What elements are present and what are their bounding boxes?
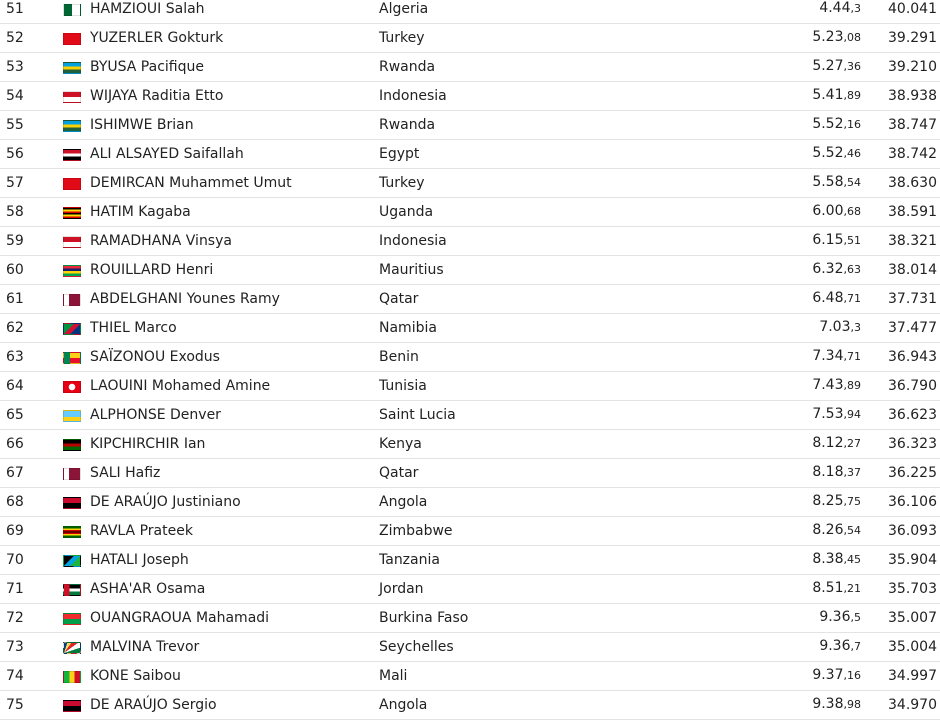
time-thousandths: ,16 [843, 118, 861, 131]
time-cell [819, 319, 861, 336]
points-cell: 34.997 [888, 668, 937, 684]
time-thousandths: ,45 [843, 553, 861, 566]
time-seconds: 6.15 [812, 232, 844, 248]
points-cell: 35.007 [888, 610, 937, 626]
country-cell: Namibia [379, 320, 437, 336]
table-row [0, 372, 940, 401]
athlete-name-link[interactable]: YUZERLER Gokturk [90, 30, 224, 46]
time-thousandths: ,7 [850, 640, 861, 653]
rank-cell: 53 [6, 59, 24, 75]
rank-cell: 70 [6, 552, 24, 568]
rank-cell: 51 [6, 1, 24, 17]
time-cell [812, 290, 861, 307]
country-cell: Rwanda [379, 59, 436, 75]
table-row [0, 314, 940, 343]
table-row [0, 256, 940, 285]
athlete-name-link[interactable]: ALPHONSE Denver [90, 407, 221, 423]
rank-cell: 75 [6, 697, 24, 713]
indonesia-flag-icon [63, 91, 81, 103]
time-cell [812, 145, 861, 162]
jordan-flag-icon [63, 584, 81, 596]
burkina-faso-flag-icon [63, 613, 81, 625]
time-cell [812, 203, 861, 220]
athlete-name-link[interactable]: HATIM Kagaba [90, 204, 191, 220]
athlete-name-link[interactable]: WIJAYA Raditia Etto [90, 88, 224, 104]
rank-cell: 64 [6, 378, 24, 394]
country-cell: Tanzania [379, 552, 440, 568]
athlete-name-link[interactable]: KIPCHIRCHIR Ian [90, 436, 206, 452]
time-cell [812, 348, 861, 365]
points-cell: 36.093 [888, 523, 937, 539]
table-row [0, 517, 940, 546]
qatar-flag-icon [63, 468, 81, 480]
time-cell [812, 522, 861, 539]
time-seconds: 8.26 [812, 522, 844, 538]
athlete-name-link[interactable]: ABDELGHANI Younes Ramy [90, 291, 280, 307]
time-seconds: 6.32 [812, 261, 844, 277]
country-cell: Tunisia [379, 378, 427, 394]
time-thousandths: ,3 [850, 321, 861, 334]
points-cell: 36.225 [888, 465, 937, 481]
points-cell: 40.041 [888, 1, 937, 17]
time-thousandths: ,36 [843, 60, 861, 73]
time-seconds: 5.41 [812, 87, 844, 103]
time-cell [812, 174, 861, 191]
athlete-name-link[interactable]: ROUILLARD Henri [90, 262, 214, 278]
points-cell: 38.321 [888, 233, 937, 249]
angola-flag-icon [63, 700, 81, 712]
indonesia-flag-icon [63, 236, 81, 248]
points-cell: 35.703 [888, 581, 937, 597]
time-thousandths: ,54 [843, 176, 861, 189]
points-cell: 37.731 [888, 291, 937, 307]
points-cell: 38.630 [888, 175, 937, 191]
athlete-name-link[interactable]: DE ARAÚJO Justiniano [90, 494, 241, 510]
athlete-name-link[interactable]: ASHA'AR Osama [90, 581, 206, 597]
seychelles-flag-icon [63, 642, 81, 654]
country-cell: Saint Lucia [379, 407, 456, 423]
points-cell: 39.210 [888, 59, 937, 75]
time-thousandths: ,21 [843, 582, 861, 595]
table-row [0, 111, 940, 140]
athlete-name-link[interactable]: ISHIMWE Brian [90, 117, 194, 133]
rank-cell: 56 [6, 146, 24, 162]
time-seconds: 9.37 [812, 667, 844, 683]
time-cell [812, 261, 861, 278]
table-row [0, 488, 940, 517]
points-cell: 39.291 [888, 30, 937, 46]
rank-cell: 61 [6, 291, 24, 307]
points-cell: 36.943 [888, 349, 937, 365]
points-cell: 38.742 [888, 146, 937, 162]
time-seconds: 6.48 [812, 290, 844, 306]
time-seconds: 9.36 [819, 609, 851, 625]
points-cell: 38.591 [888, 204, 937, 220]
mali-flag-icon [63, 671, 81, 683]
time-cell [812, 696, 861, 713]
time-seconds: 5.52 [812, 116, 844, 132]
athlete-name-link[interactable]: BYUSA Pacifique [90, 59, 204, 75]
time-cell [812, 377, 861, 394]
table-row [0, 662, 940, 691]
egypt-flag-icon [63, 149, 81, 161]
country-cell: Zimbabwe [379, 523, 453, 539]
rank-cell: 59 [6, 233, 24, 249]
country-cell: Seychelles [379, 639, 454, 655]
table-row [0, 169, 940, 198]
time-seconds: 7.53 [812, 406, 844, 422]
time-seconds: 9.38 [812, 696, 844, 712]
time-seconds: 8.18 [812, 464, 844, 480]
time-seconds: 5.27 [812, 58, 844, 74]
table-row [0, 343, 940, 372]
time-cell [812, 551, 861, 568]
time-cell [819, 0, 861, 17]
time-thousandths: ,3 [850, 2, 861, 15]
points-cell: 36.623 [888, 407, 937, 423]
time-seconds: 9.36 [819, 638, 851, 654]
qatar-flag-icon [63, 294, 81, 306]
table-row [0, 430, 940, 459]
country-cell: Jordan [379, 581, 424, 597]
rank-cell: 67 [6, 465, 24, 481]
time-thousandths: ,89 [843, 89, 861, 102]
time-cell [812, 493, 861, 510]
country-cell: Turkey [379, 175, 425, 191]
athlete-name-link[interactable]: SALI Hafiz [90, 465, 161, 481]
algeria-flag-icon [63, 4, 81, 16]
time-thousandths: ,08 [843, 31, 861, 44]
time-thousandths: ,98 [843, 698, 861, 711]
time-seconds: 8.38 [812, 551, 844, 567]
athlete-name-link[interactable]: HATALI Joseph [90, 552, 189, 568]
rank-cell: 69 [6, 523, 24, 539]
time-cell [812, 580, 861, 597]
athlete-name-link[interactable]: HAMZIOUI Salah [90, 1, 205, 17]
time-cell [812, 87, 861, 104]
rank-cell: 72 [6, 610, 24, 626]
table-row [0, 53, 940, 82]
rank-cell: 73 [6, 639, 24, 655]
country-cell: Kenya [379, 436, 422, 452]
time-cell [812, 116, 861, 133]
rank-cell: 57 [6, 175, 24, 191]
time-seconds: 8.12 [812, 435, 844, 451]
time-cell [819, 638, 861, 655]
points-cell: 36.106 [888, 494, 937, 510]
table-row [0, 604, 940, 633]
rank-cell: 54 [6, 88, 24, 104]
rank-cell: 71 [6, 581, 24, 597]
table-row [0, 575, 940, 604]
namibia-flag-icon [63, 323, 81, 335]
time-cell [819, 609, 861, 626]
table-row [0, 285, 940, 314]
country-cell: Uganda [379, 204, 434, 220]
table-row [0, 459, 940, 488]
time-seconds: 8.25 [812, 493, 844, 509]
athlete-name-link[interactable]: LAOUINI Mohamed Amine [90, 378, 271, 394]
rank-cell: 65 [6, 407, 24, 423]
points-cell: 36.323 [888, 436, 937, 452]
mauritius-flag-icon [63, 265, 81, 277]
zimbabwe-flag-icon [63, 526, 81, 538]
athlete-name-link[interactable]: DE ARAÚJO Sergio [90, 697, 217, 713]
athlete-name-link[interactable]: THIEL Marco [90, 320, 177, 336]
time-cell [812, 58, 861, 75]
time-seconds: 5.23 [812, 29, 844, 45]
country-cell: Turkey [379, 30, 425, 46]
time-thousandths: ,75 [843, 495, 861, 508]
benin-flag-icon [63, 352, 81, 364]
rank-cell: 58 [6, 204, 24, 220]
kenya-flag-icon [63, 439, 81, 451]
points-cell: 38.938 [888, 88, 937, 104]
rwanda-flag-icon [63, 62, 81, 74]
uganda-flag-icon [63, 207, 81, 219]
time-cell [812, 464, 861, 481]
athlete-name-link[interactable]: SAÏZONOU Exodus [90, 349, 220, 365]
country-cell: Angola [379, 697, 428, 713]
athlete-name-link[interactable]: KONE Saibou [90, 668, 181, 684]
table-row [0, 140, 940, 169]
country-cell: Mauritius [379, 262, 444, 278]
table-row [0, 0, 940, 24]
time-seconds: 4.44 [819, 0, 851, 16]
time-seconds: 7.43 [812, 377, 844, 393]
country-cell: Qatar [379, 291, 419, 307]
country-cell: Rwanda [379, 117, 436, 133]
turkey-flag-icon [63, 178, 81, 190]
time-thousandths: ,71 [843, 292, 861, 305]
table-row [0, 546, 940, 575]
table-row [0, 82, 940, 111]
time-thousandths: ,94 [843, 408, 861, 421]
rwanda-flag-icon [63, 120, 81, 132]
table-row [0, 227, 940, 256]
time-thousandths: ,46 [843, 147, 861, 160]
points-cell: 35.004 [888, 639, 937, 655]
rank-cell: 63 [6, 349, 24, 365]
athlete-name-link[interactable]: RAVLA Prateek [90, 523, 193, 539]
points-cell: 38.014 [888, 262, 937, 278]
points-cell: 36.790 [888, 378, 937, 394]
country-cell: Angola [379, 494, 428, 510]
athlete-name-link[interactable]: RAMADHANA Vinsya [90, 233, 232, 249]
time-thousandths: ,5 [850, 611, 861, 624]
time-seconds: 6.00 [812, 203, 844, 219]
rank-cell: 66 [6, 436, 24, 452]
turkey-flag-icon [63, 33, 81, 45]
table-row [0, 24, 940, 53]
time-thousandths: ,63 [843, 263, 861, 276]
time-thousandths: ,16 [843, 669, 861, 682]
table-row [0, 198, 940, 227]
athlete-name-link[interactable]: DEMIRCAN Muhammet Umut [90, 175, 292, 191]
rank-cell: 52 [6, 30, 24, 46]
saint-lucia-flag-icon [63, 410, 81, 422]
points-cell: 34.970 [888, 697, 937, 713]
points-cell: 37.477 [888, 320, 937, 336]
time-seconds: 5.52 [812, 145, 844, 161]
rank-cell: 60 [6, 262, 24, 278]
time-cell [812, 667, 861, 684]
athlete-name-link[interactable]: ALI ALSAYED Saifallah [90, 146, 244, 162]
rank-cell: 74 [6, 668, 24, 684]
country-cell: Mali [379, 668, 408, 684]
country-cell: Indonesia [379, 88, 447, 104]
time-thousandths: ,27 [843, 437, 861, 450]
time-thousandths: ,54 [843, 524, 861, 537]
time-thousandths: ,68 [843, 205, 861, 218]
athlete-name-link[interactable]: OUANGRAOUA Mahamadi [90, 610, 270, 626]
time-seconds: 5.58 [812, 174, 844, 190]
country-cell: Burkina Faso [379, 610, 469, 626]
country-cell: Algeria [379, 1, 429, 17]
tunisia-flag-icon [63, 381, 81, 393]
time-seconds: 7.03 [819, 319, 851, 335]
rank-cell: 68 [6, 494, 24, 510]
time-cell [812, 29, 861, 46]
country-cell: Benin [379, 349, 419, 365]
time-cell [812, 435, 861, 452]
athlete-name-link[interactable]: MALVINA Trevor [90, 639, 200, 655]
time-thousandths: ,71 [843, 350, 861, 363]
time-thousandths: ,89 [843, 379, 861, 392]
tanzania-flag-icon [63, 555, 81, 567]
table-row [0, 401, 940, 430]
rank-cell: 62 [6, 320, 24, 336]
angola-flag-icon [63, 497, 81, 509]
time-seconds: 7.34 [812, 348, 844, 364]
table-row [0, 633, 940, 662]
points-cell: 35.904 [888, 552, 937, 568]
time-thousandths: ,51 [843, 234, 861, 247]
time-thousandths: ,37 [843, 466, 861, 479]
country-cell: Qatar [379, 465, 419, 481]
rank-cell: 55 [6, 117, 24, 133]
time-seconds: 8.51 [812, 580, 844, 596]
country-cell: Indonesia [379, 233, 447, 249]
time-cell [812, 406, 861, 423]
time-cell [812, 232, 861, 249]
points-cell: 38.747 [888, 117, 937, 133]
country-cell: Egypt [379, 146, 420, 162]
